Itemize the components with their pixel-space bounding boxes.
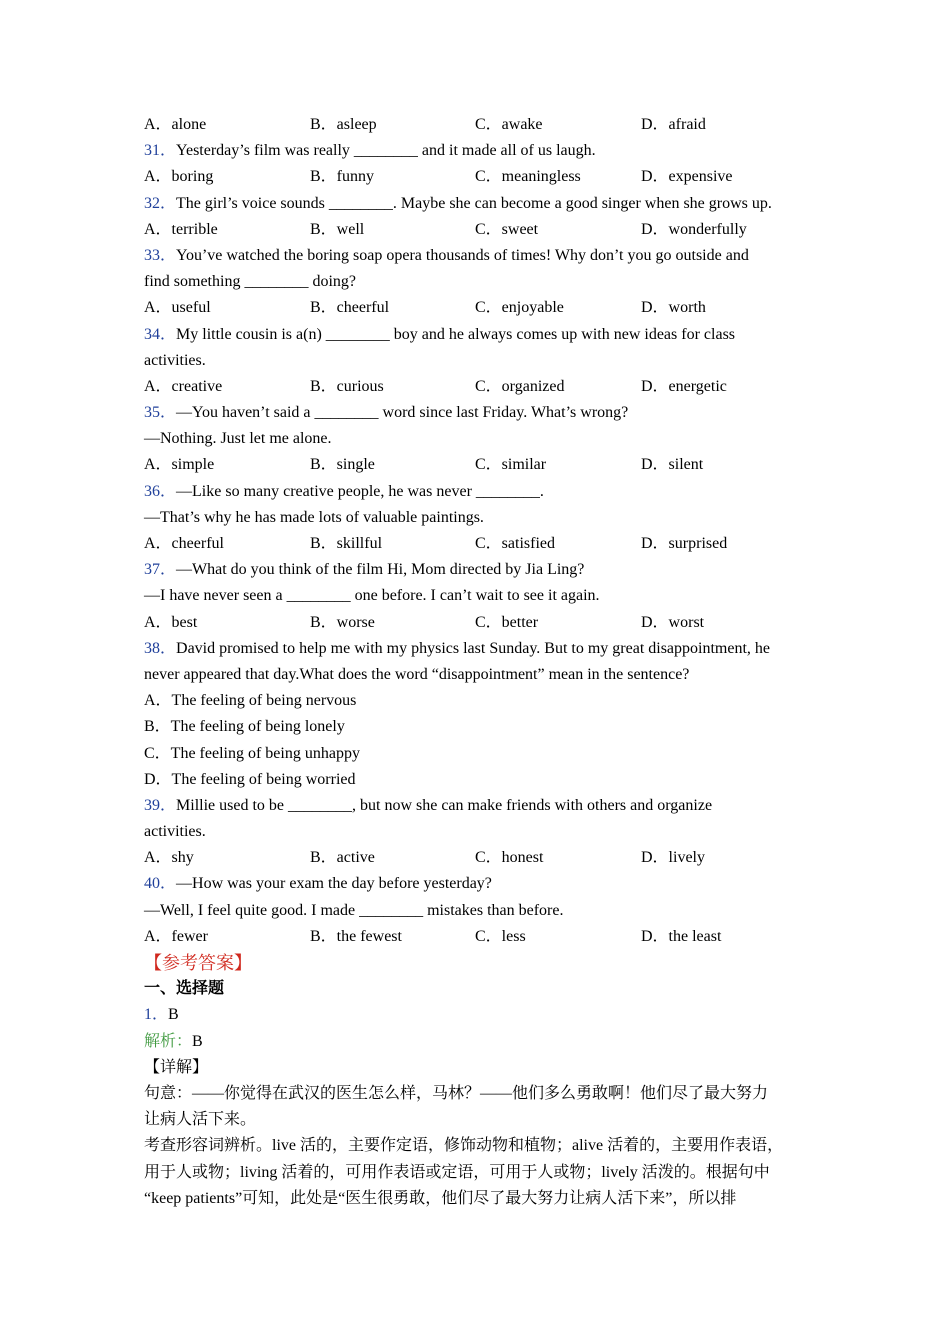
question-number: 31． [144,142,177,160]
option-a: A．best [144,613,198,631]
question-40 [144,871,814,897]
analysis-value: B [192,1032,203,1050]
answer-key-header: 【参考答案】 [144,953,252,973]
document-page [144,112,814,1212]
question-text: —Like so many creative people, he was never ________. [176,482,544,500]
question-number: 32． [144,194,177,212]
question-text-continued: activities. [144,823,206,841]
question-number: 33． [144,246,177,264]
question-text-continued: —I have never seen a ________ one before. I can’t wait to see it again. [144,587,600,605]
option-a: A．alone [144,116,207,133]
option-a: A．creative [144,377,223,395]
question-38 [144,636,814,662]
question-text-continued: find something ________ doing? [144,273,356,291]
question-34 [144,322,814,348]
question-text: —How was your exam the day before yesterday? [176,875,492,893]
option-d: D．expensive [641,168,733,186]
option-a: A．fewer [144,927,208,945]
analysis-label: 解析： [144,1032,193,1050]
option-b: B．curious [310,377,384,395]
question-text: David promised to help me with my physics last Sunday. But to my great disappointment, he [176,639,771,657]
detail-label: 【详解】 [144,1058,209,1076]
question-number: 35． [144,404,177,422]
option-b: B．cheerful [310,299,390,317]
question-text-continued: activities. [144,351,206,369]
option-row [144,295,814,321]
option-row [144,217,814,243]
option-c: C．similar [475,456,547,474]
option-row [144,845,814,871]
option-b: B．worse [310,613,375,631]
question-text: Yesterday’s film was really ________ and it made all of us laugh. [176,142,596,160]
option-row [144,531,814,557]
question-number: 38． [144,639,177,657]
option-c: C．awake [475,116,543,133]
answer-number: 1． [144,1006,169,1024]
option-a: A．useful [144,299,211,317]
option-a: A．simple [144,456,215,474]
option-row [144,164,814,190]
option-c: C．The feeling of being unhappy [144,744,360,762]
option-b: B．well [310,220,365,238]
option-c: C．honest [475,849,544,867]
option-b: B．the fewest [310,927,402,945]
option-c: C．organized [475,377,565,395]
question-text-continued: —Nothing. Just let me alone. [144,430,332,448]
question-text: My little cousin is a(n) ________ boy and he always comes up with new ideas for class [176,325,736,343]
answer-value: B [168,1006,179,1024]
option-a: A．The feeling of being nervous [144,692,357,710]
option-c: C．less [475,927,526,945]
option-d: D．afraid [641,116,706,133]
option-d: D．lively [641,849,705,867]
option-c: C．satisfied [475,535,555,552]
option-d: D．wonderfully [641,220,747,238]
option-row [144,452,814,478]
option-d: D．silent [641,456,704,474]
option-d: D．worst [641,613,705,631]
question-number: 37． [144,561,177,579]
detail-line: 用于人或物；living 活着的，可用作表语或定语，可用于人或物；lively 活泼的。根据句中 [144,1163,770,1181]
question-text-continued: —That’s why he has made lots of valuable paintings. [144,508,484,526]
question-text: —You haven’t said a ________ word since last Friday. What’s wrong? [176,404,629,422]
option-row [144,610,814,636]
option-row [144,374,814,400]
question-number: 36． [144,482,177,500]
question-number: 34． [144,325,177,343]
section-title: 一、选择题 [144,980,225,998]
option-b: B．single [310,456,375,474]
option-b: B．active [310,849,375,867]
question-37 [144,557,814,583]
option-a: A．cheerful [144,535,224,552]
question-35 [144,400,814,426]
detail-line: 句意：——你觉得在武汉的医生怎么样，马林？——他们多么勇敢啊！他们尽了最大努力 [144,1084,769,1102]
option-c: C．enjoyable [475,299,564,317]
question-text-continued: —Well, I feel quite good. I made ________ mistakes than before. [144,901,564,919]
option-b: B．asleep [310,116,377,133]
option-row [144,924,814,950]
question-36 [144,479,814,505]
option-d: D．worth [641,299,706,317]
question-31 [144,138,814,164]
option-c: C．meaningless [475,168,581,186]
analysis [144,1029,814,1055]
question-39 [144,793,814,819]
option-d: D．surprised [641,535,728,552]
question-number: 40． [144,875,177,893]
question-33 [144,243,814,269]
detail-line: 考查形容词辨析。live 活的，主要作定语，修饰动物和植物；alive 活着的，主要用作表语， [144,1137,784,1155]
option-a: A．boring [144,168,214,186]
answer-1 [144,1002,814,1028]
option-b: B．funny [310,168,375,186]
question-text: You’ve watched the boring soap opera thousands of times! Why don’t you go outside and [176,246,749,264]
detail-line: “keep patients”可知，此处是“医生很勇敢，他们尽了最大努力让病人活下来”，所以排 [144,1189,737,1207]
option-a: A．terrible [144,220,218,238]
question-text: —What do you think of the film Hi, Mom directed by Jia Ling? [176,561,585,579]
option-b: B．skillful [310,535,383,552]
question-text: Millie used to be ________, but now she can make friends with others and organize [176,796,713,814]
question-text-continued: never appeared that day.What does the word “disappointment” mean in the sentence? [144,665,690,683]
option-a: A．shy [144,849,194,867]
option-d: D．the least [641,927,722,945]
question-text: The girl’s voice sounds ________. Maybe she can become a good singer when she grows up. [176,194,772,212]
option-row [144,112,814,138]
option-c: C．better [475,613,539,631]
question-number: 39． [144,796,177,814]
option-d: D．energetic [641,377,727,395]
detail-line: 让病人活下来。 [144,1111,257,1129]
option-b: B．The feeling of being lonely [144,718,345,736]
question-32 [144,191,814,217]
option-c: C．sweet [475,220,539,238]
option-d: D．The feeling of being worried [144,770,356,788]
